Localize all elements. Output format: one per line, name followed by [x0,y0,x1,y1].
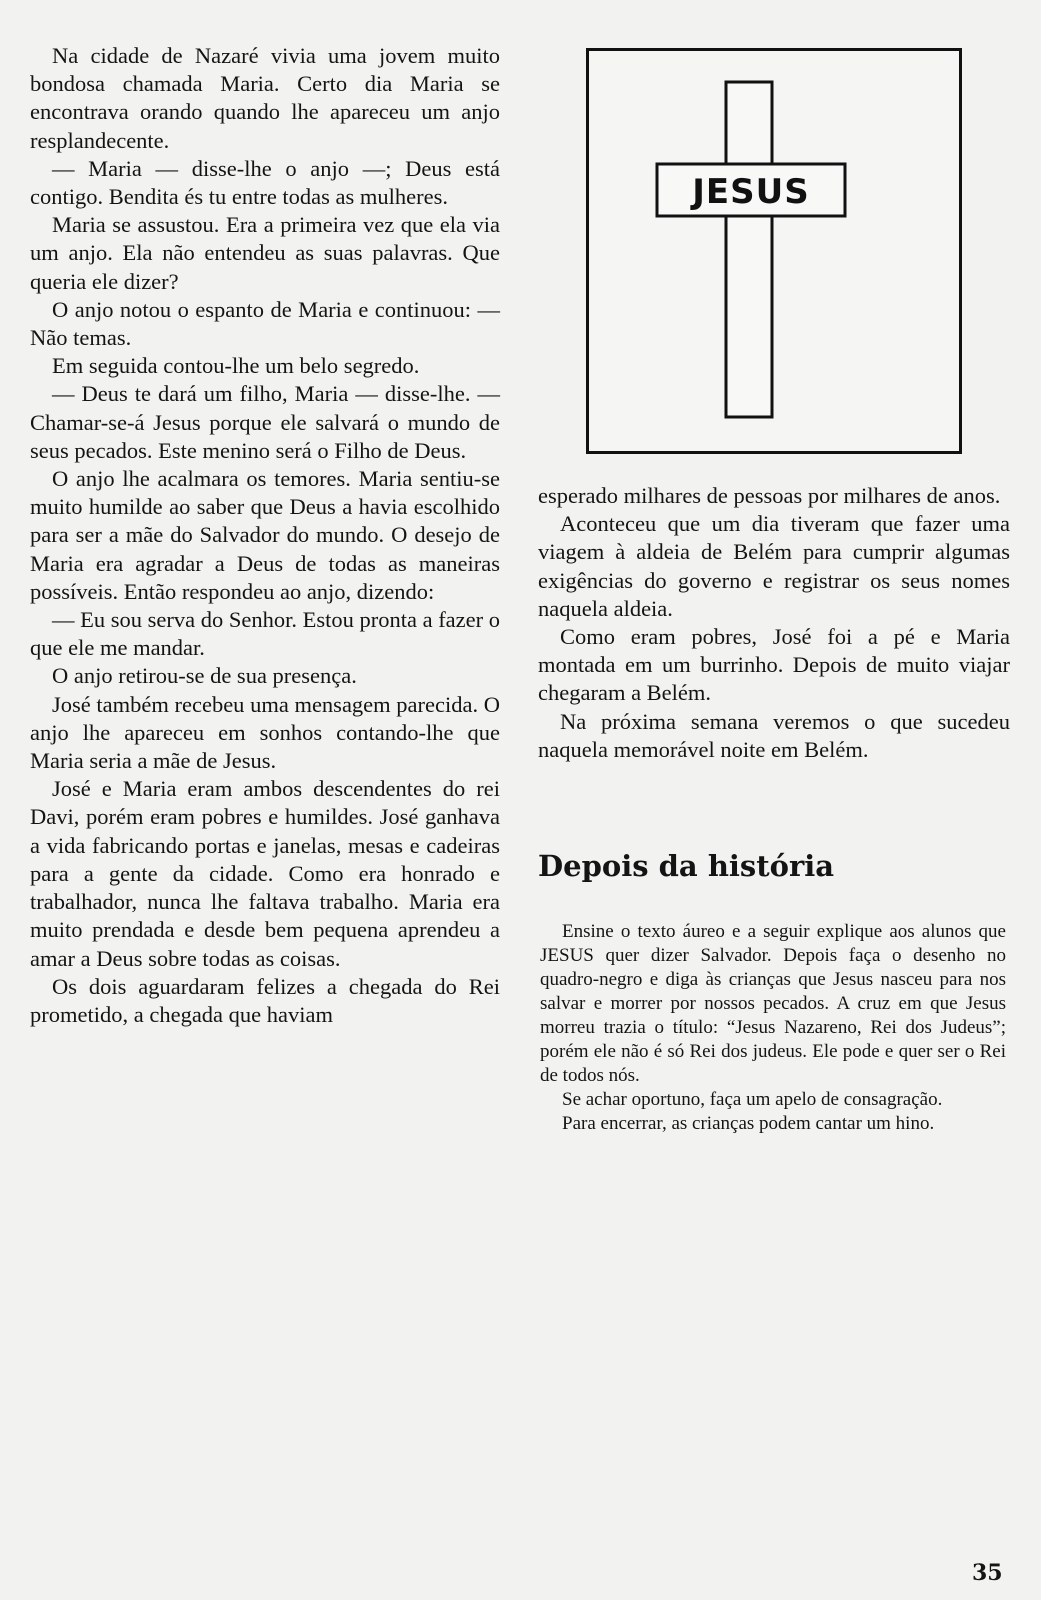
story-paragraph: esperado milhares de pessoas por milhares de anos. [538,483,1001,508]
story-paragraph: O anjo retirou-se de sua presença. [52,663,357,689]
story-paragraph: O anjo lhe acalmara os temores. Maria sentiu-se muito humilde ao saber que Deus a havia escolhido para ser a mãe do Salvador do mundo. O desejo de Maria era agradar a Deus de todas as maneiras possíveis. Então respondeu ao anjo, dizendo: [30,466,500,604]
story-paragraph: Aconteceu que um dia tiveram que fazer uma viagem à aldeia de Belém para cumprir algumas exigências do governo e registrar os seus nomes naquela aldeia. [538,511,1010,621]
cross-icon [589,51,959,451]
story-paragraph: O anjo notou o espanto de Maria e continuou: — Não temas. [30,296,500,351]
story-paragraph: Na próxima semana veremos o que sucedeu naquela memorável noite em Belém. [538,708,1010,762]
instruction-paragraph: Se achar oportuno, faça um apelo de consagração. [562,1089,943,1110]
story-paragraph: José também recebeu uma mensagem parecida. O anjo lhe apareceu em sonhos contando-lhe que Maria seria a mãe de Jesus. [30,691,500,774]
story-paragraph: Como eram pobres, José foi a pé e Maria montada em um burrinho. Depois de muito viajar chegaram a Belém. [538,624,1010,706]
story-paragraph: Na cidade de Nazaré vivia uma jovem muito bondosa chamada Maria. Certo dia Maria se encontrava orando quando lhe apareceu um anjo resplandecente. [30,43,500,153]
story-column-right [538,482,1010,764]
page-number: 35 [972,1560,1003,1586]
story-paragraph: Em seguida contou-lhe um belo segredo. [52,353,420,379]
instruction-paragraph: Para encerrar, as crianças podem cantar um hino. [562,1113,935,1134]
story-paragraph: — Eu sou serva do Senhor. Estou pronta a fazer o que ele me mandar. [30,607,501,661]
story-column-left [30,42,500,1029]
story-paragraph: — Maria — disse-lhe o anjo —; Deus está contigo. Bendita és tu entre todas as mulheres. [30,155,500,210]
story-paragraph: José e Maria eram ambos descendentes do rei Davi, porém eram pobres e humildes. José ganhava a vida fabricando portas e janelas, mesas e cadeiras para a gente da cidade. Como era honrado e trabalhador, nunca lhe faltava trabalho. Maria era muito prendada e desde bem pequena aprendeu a amar a Deus sobre todas as coisas. [30,776,500,971]
teacher-instructions [540,920,1006,1136]
cross-illustration [586,48,962,454]
instruction-paragraph: Ensine o texto áureo e a seguir explique aos alunos que JESUS quer dizer Salvador. Depois faça o desenho no quadro-negro e diga às crianças que Jesus nasceu para nos salvar e morrer por nossos pecados. A cruz em que Jesus morreu trazia o título: “Jesus Nazareno, Rei dos Judeus”; porém ele não é só Rei dos judeus. Ele pode e quer ser o Rei de todos nós. [540,921,1006,1086]
section-title: Depois da história [538,849,835,883]
story-paragraph: Maria se assustou. Era a primeira vez que ela via um anjo. Ela não entendeu as suas palavras. Que queria ele dizer? [30,212,500,294]
cross-label: JESUS [692,172,810,212]
story-paragraph: Os dois aguardaram felizes a chegada do Rei prometido, a chegada que haviam [30,973,500,1027]
story-paragraph: — Deus te dará um filho, Maria — disse-lhe. — Chamar-se-á Jesus porque ele salvará o mundo de seus pecados. Este menino será o Filho de Deus. [30,381,500,463]
